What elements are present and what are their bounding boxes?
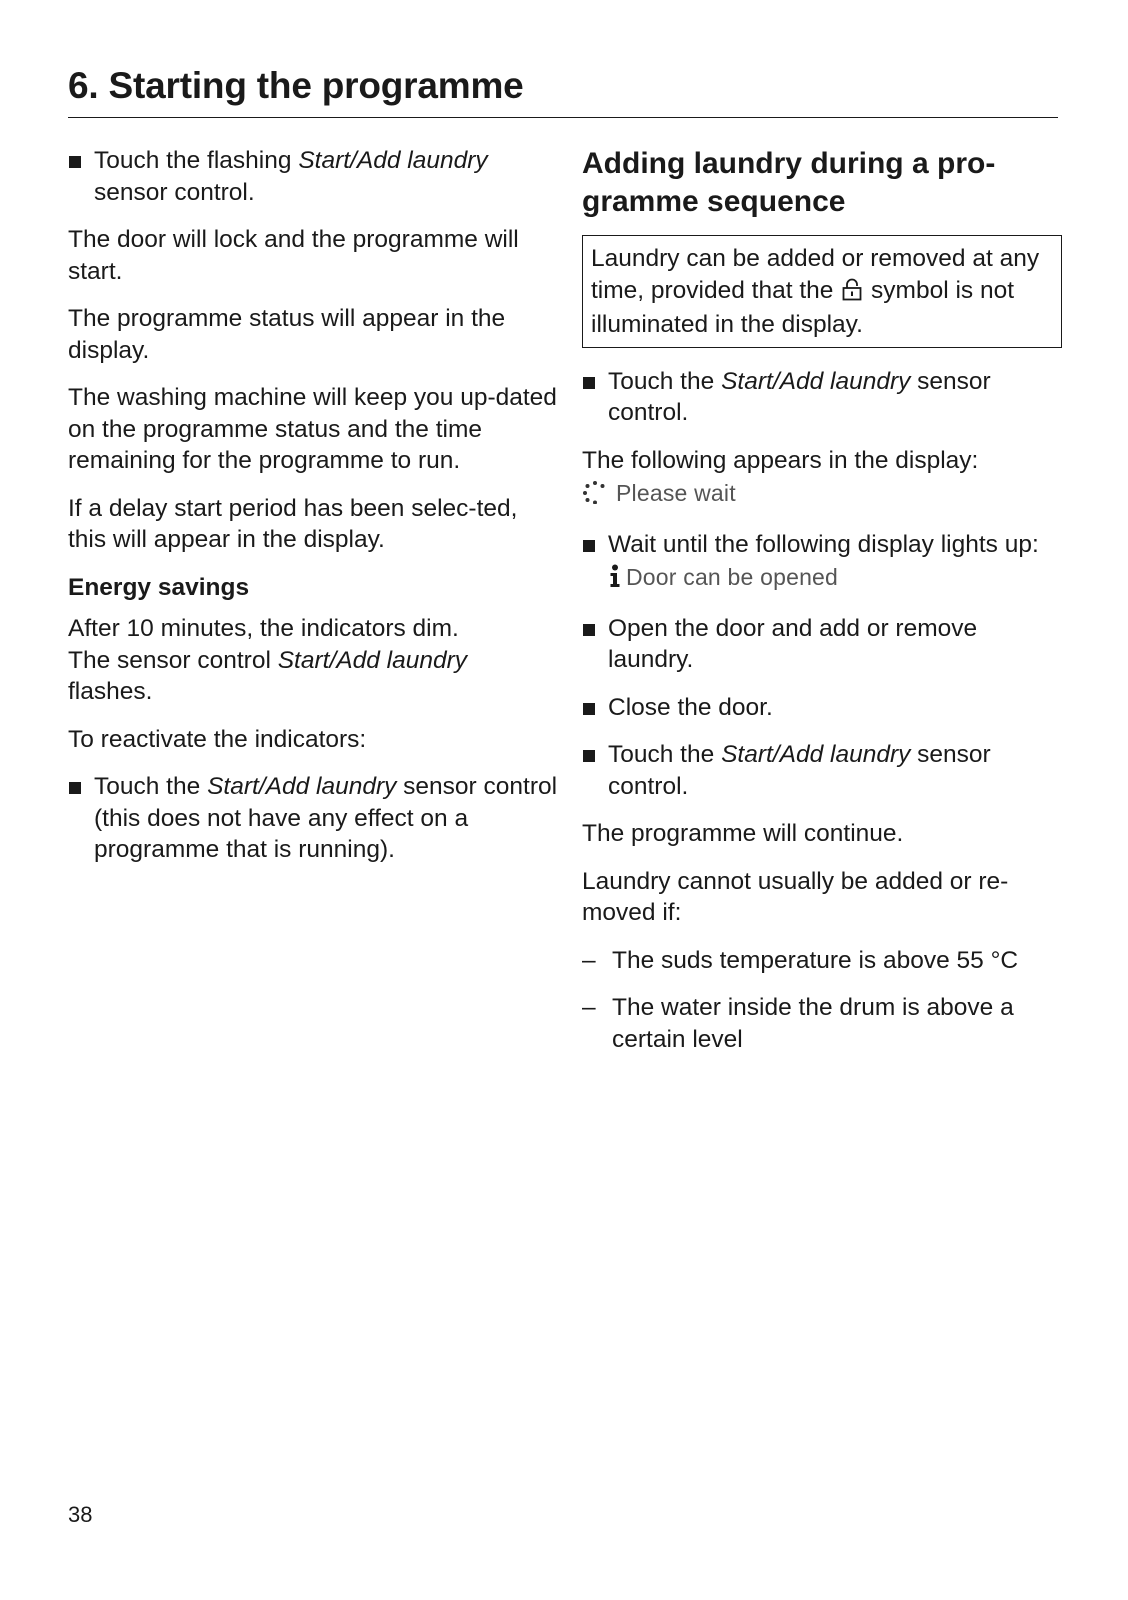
note-box: Laundry can be added or removed at any time, provided that the symbol is not illuminated in the display. [582, 235, 1062, 348]
sensor-name: Start/Add laundry [207, 773, 397, 800]
dash-marker: – [582, 994, 596, 1021]
busy-spinner-icon [582, 480, 608, 513]
step-close-door: Close the door. [582, 692, 1062, 724]
energy-savings-heading: Energy savings [68, 573, 250, 601]
square-bullet-icon [583, 377, 595, 389]
dash-marker: – [582, 946, 596, 974]
square-bullet-icon [583, 750, 595, 762]
condition-item: – The water inside the drum is above a certain level [582, 994, 1014, 1053]
sensor-name: Start/Add laundry [277, 646, 468, 674]
step-touch-start-again: Touch the Start/Add laundry sensor control. [582, 739, 1062, 802]
section-heading: Adding laundry during a pro-gramme sequence [582, 147, 996, 218]
square-bullet-icon [583, 624, 595, 636]
paragraph: The following appears in the display: Please wait [582, 445, 1062, 513]
info-icon [608, 564, 622, 597]
sensor-name: Start/Add laundry [721, 367, 911, 395]
paragraph: If a delay start period has been selec-ted, this will appear in the display. [68, 494, 518, 553]
sensor-name: Start/Add laundry [298, 147, 488, 174]
square-bullet-icon [583, 540, 595, 552]
paragraph: Laundry cannot usually be added or re-moved if: [582, 867, 1009, 926]
paragraph: The door will lock and the programme will start. [68, 226, 519, 285]
step-touch-flashing: Touch the flashing Start/Add laundry sensor control. [68, 145, 558, 208]
title-divider [68, 117, 1058, 118]
page-number: 38 [68, 1502, 93, 1527]
square-bullet-icon [69, 782, 81, 794]
step-open-door: Open the door and add or remove laundry. [582, 613, 1062, 676]
display-door-can-be-opened: Door can be opened [608, 562, 1062, 597]
left-column [68, 145, 558, 882]
step-reactivate: Touch the Start/Add laundry sensor control (this does not have any effect on a programme that is running). [68, 771, 558, 866]
right-column [582, 145, 1062, 1071]
lock-icon [842, 278, 862, 310]
sensor-name: Start/Add laundry [721, 741, 911, 768]
paragraph: To reactivate the indicators: [68, 725, 367, 753]
condition-item: – The suds temperature is above 55 °C [582, 945, 1062, 977]
display-please-wait: Please wait [582, 478, 1062, 513]
square-bullet-icon [583, 703, 595, 715]
paragraph: After 10 minutes, the indicators dim. The sensor control Start/Add laundry flashes. [68, 615, 468, 705]
paragraph: The programme will continue. [582, 820, 904, 847]
page-title: 6. Starting the programme [68, 65, 524, 106]
paragraph: The programme status will appear in the display. [68, 305, 506, 364]
square-bullet-icon [69, 156, 81, 168]
paragraph: The washing machine will keep you up-dated on the programme status and the time remaining for the programme to run. [68, 384, 557, 474]
step-wait: Wait until the following display lights up: Door can be opened [582, 529, 1062, 597]
step-touch-start: Touch the Start/Add laundry sensor control. [582, 366, 1062, 429]
